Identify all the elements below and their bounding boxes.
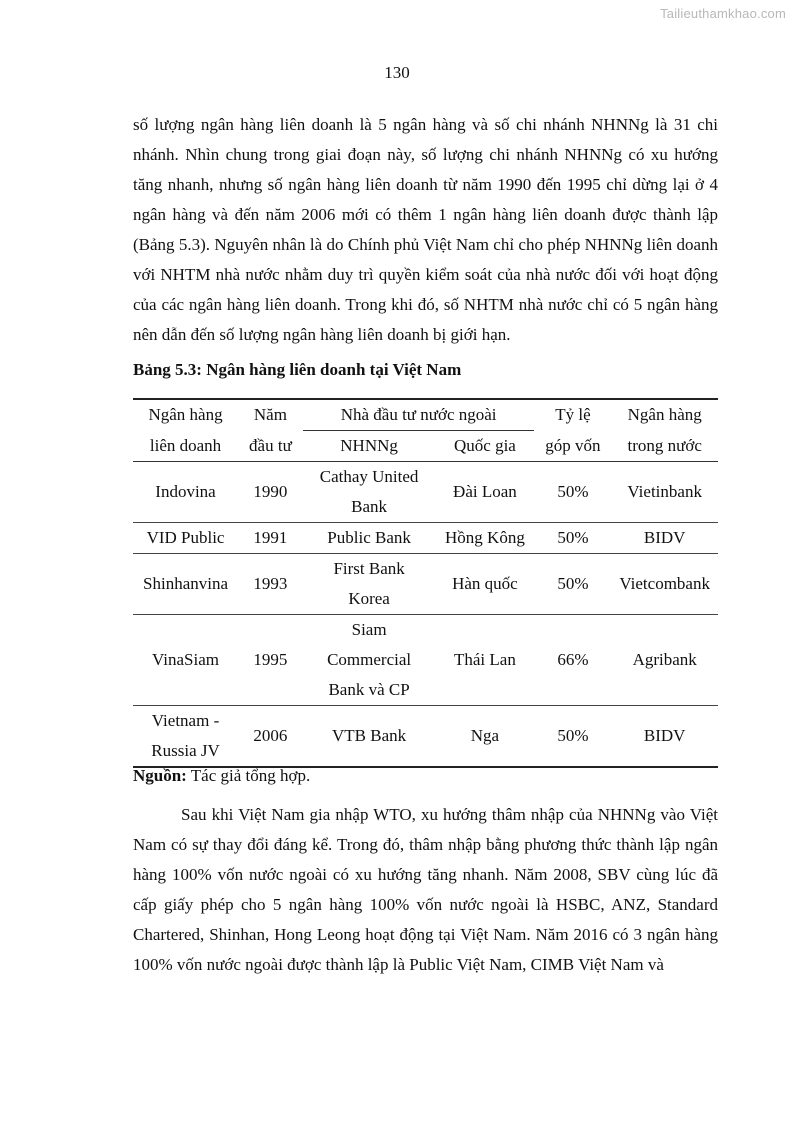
- body-paragraph: Sau khi Việt Nam gia nhập WTO, xu hướng thâm nhập của NHNNg vào Việt Nam có sự thay đổi đáng kể. Trong đó, thâm nhập bằng phương thức thành lập ngân hàng 100% vốn nước ngoài có xu hướng tăng nhanh. Năm 2008, SBV cùng lúc đã cấp giấy phép cho 5 ngân hàng 100% vốn nước ngoài là HSBC, ANZ, Standard Chartered, Shinhan, Hong Leong hoạt động tại Việt Nam. Năm 2016 có 3 ngân hàng 100% vốn nước ngoài được thành lập là Public Việt Nam, CIMB Việt Nam và: [133, 805, 718, 974]
- cell-foreign-bank: Cathay United: [319, 467, 419, 486]
- watermark: Tailieuthamkhao.com: [660, 6, 786, 21]
- cell-jv-bank: Vietnam -: [151, 711, 220, 730]
- header-domestic-bank-line1: Ngân hàng: [611, 399, 718, 431]
- cell-foreign-bank: Public Bank: [327, 528, 411, 547]
- cell-year: 1990: [238, 462, 303, 523]
- cell-domestic-bank: Vietcombank: [611, 554, 718, 615]
- table-row: [133, 462, 718, 523]
- header-foreign-bank: NHNNg: [303, 431, 436, 462]
- table-row: [133, 523, 718, 554]
- body-paragraph: số lượng ngân hàng liên doanh là 5 ngân hàng và số chi nhánh NHNNg là 31 chi nhánh. Nhìn chung trong giai đoạn này, số lượng chi nhánh NHNNg có xu hướng tăng nhanh, nhưng số ngân hàng liên doanh từ năm 1990 đến 1995 chỉ dừng lại ở 4 ngân hàng và đến năm 2006 mới có thêm 1 ngân hàng liên doanh được thành lập (Bảng 5.3). Nguyên nhân là do Chính phủ Việt Nam chỉ cho phép NHNNg liên doanh với NHTM nhà nước nhằm duy trì quyền kiểm soát của nhà nước đối với hoạt động của các ngân hàng liên doanh. Trong khi đó, số NHTM nhà nước chỉ có 5 ngân hàng nên dẫn đến số lượng ngân hàng liên doanh bị giới hạn.: [133, 115, 718, 344]
- cell-country: Nga: [435, 706, 534, 768]
- table-row: [133, 554, 718, 615]
- table-row: [133, 615, 718, 706]
- header-jv-bank-line1: Ngân hàng: [133, 399, 238, 431]
- cell-share: 50%: [534, 706, 611, 768]
- cell-jv-bank: Indovina: [155, 482, 216, 501]
- cell-share: 66%: [534, 615, 611, 706]
- table-caption: Bảng 5.3: Ngân hàng liên doanh tại Việt Nam: [133, 360, 462, 379]
- cell-jv-bank: VID Public: [146, 528, 225, 547]
- table-source: [133, 766, 310, 786]
- joint-venture-banks-table: [133, 398, 718, 768]
- cell-foreign-bank: Bank: [351, 497, 388, 516]
- cell-year: 2006: [238, 706, 303, 768]
- header-year-line1: Năm: [238, 399, 303, 431]
- header-share-line2: góp vốn: [534, 431, 611, 462]
- cell-domestic-bank: BIDV: [611, 706, 718, 768]
- cell-jv-bank: Russia JV: [151, 741, 220, 760]
- cell-foreign-bank: Siam: [351, 620, 387, 639]
- header-foreign-investor: Nhà đầu tư nước ngoài: [303, 399, 535, 431]
- cell-domestic-bank: BIDV: [611, 523, 718, 554]
- cell-year: 1991: [238, 523, 303, 554]
- cell-country: Đài Loan: [435, 462, 534, 523]
- cell-share: 50%: [534, 462, 611, 523]
- cell-year: 1995: [238, 615, 303, 706]
- cell-foreign-bank: Commercial: [327, 650, 412, 669]
- cell-jv-bank: Shinhanvina: [143, 574, 229, 593]
- cell-year: 1993: [238, 554, 303, 615]
- cell-foreign-bank: First Bank: [333, 559, 405, 578]
- source-label: Nguồn:: [133, 766, 187, 785]
- cell-foreign-bank: Bank và CP: [328, 680, 410, 699]
- header-domestic-bank-line2: trong nước: [611, 431, 718, 462]
- cell-share: 50%: [534, 554, 611, 615]
- page-number: 130: [384, 63, 410, 82]
- header-jv-bank-line2: liên doanh: [133, 431, 238, 462]
- cell-foreign-bank: VTB Bank: [332, 726, 407, 745]
- header-country: Quốc gia: [435, 431, 534, 462]
- cell-share: 50%: [534, 523, 611, 554]
- cell-foreign-bank: Korea: [348, 589, 390, 608]
- source-text: Tác giả tổng hợp.: [186, 766, 311, 785]
- cell-country: Hồng Kông: [435, 523, 534, 554]
- cell-jv-bank: VinaSiam: [152, 650, 220, 669]
- cell-country: Hàn quốc: [435, 554, 534, 615]
- cell-domestic-bank: Agribank: [611, 615, 718, 706]
- table-row: [133, 706, 718, 768]
- cell-country: Thái Lan: [435, 615, 534, 706]
- header-share-line1: Tỷ lệ: [534, 399, 611, 431]
- header-year-line2: đầu tư: [238, 431, 303, 462]
- cell-domestic-bank: Vietinbank: [611, 462, 718, 523]
